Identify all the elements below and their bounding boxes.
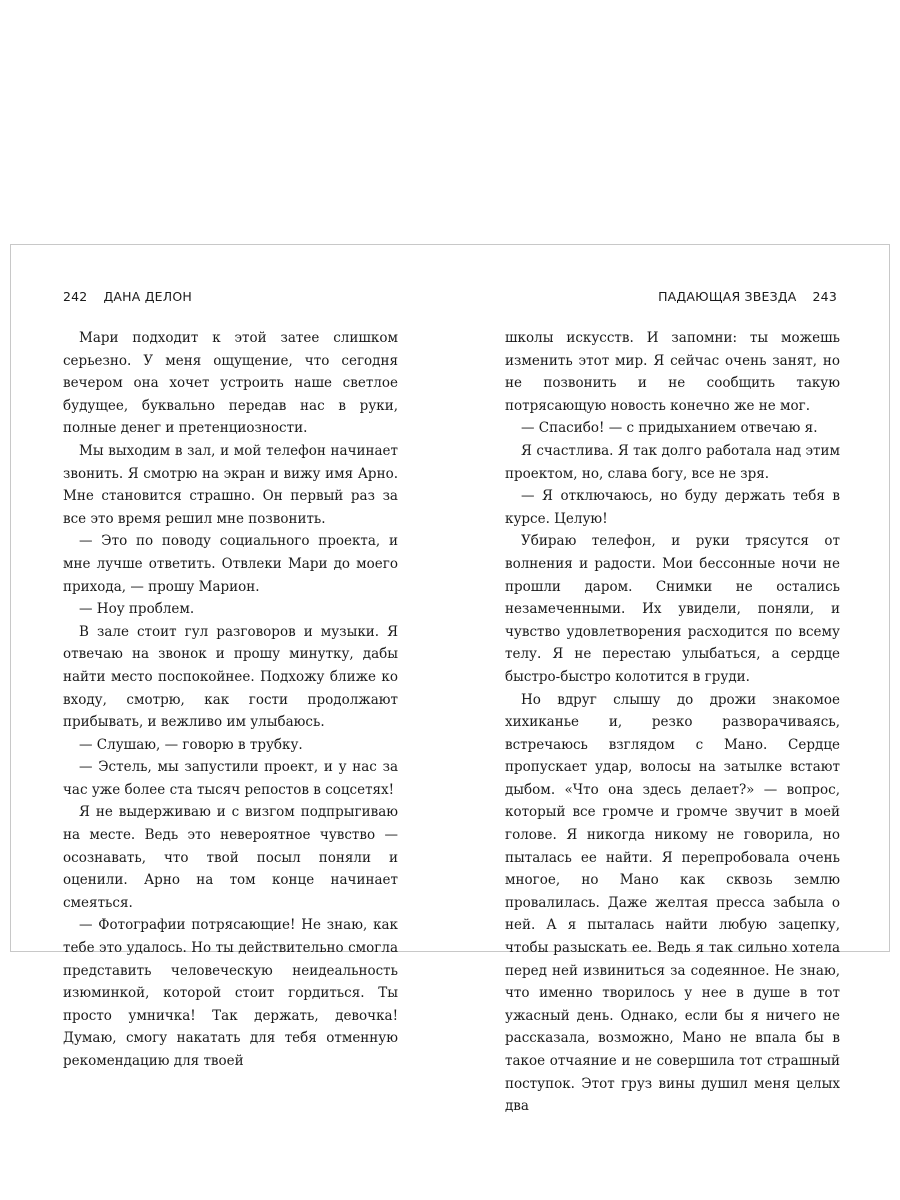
right-page-text xyxy=(505,327,840,1118)
left-running-head xyxy=(63,289,192,304)
paragraph: — Эстель, мы запустили проект, и у нас за час уже более ста тысяч репостов в соцсетях! xyxy=(63,759,398,798)
paragraph: — Спасибо! — с придыханием отвечаю я. xyxy=(521,420,818,437)
paragraph: — Слушаю, — говорю в трубку. xyxy=(79,736,303,753)
paragraph: Мы выходим в зал, и мой телефон начинает звонить. Я смотрю на экран и вижу имя Арно. Мне становится страшно. Он первый раз за все это время решил мне позвонить. xyxy=(63,442,398,527)
paragraph: Но вдруг слышу до дрожи знакомое хихиканье и, резко разворачиваясь, встречаюсь взглядом с Мано. Сердце пропускает удар, волосы на затылке встают дыбом. «Что она здесь делает?» — вопрос, который все громче и громче звучит в моей голове. Я никогда никому не говорила, но пыталась ее найти. Я перепробовала очень многое, но Мано как сквозь землю провалилась. Даже желтая пресса забыла о ней. А я пыталась найти любую зацепку, чтобы разыскать ее. Ведь я так сильно хотела перед ней извиниться за содеянное. Не знаю, что именно творилось у нее в душе в тот ужасный день. Однако, если бы я ничего не рассказала, возможно, Мано не впала бы в такое отчаяние и не совершила тот страшный поступок. Этот груз вины душил меня целых два xyxy=(505,691,840,1115)
paragraph: Я не выдерживаю и с визгом подпрыгиваю на месте. Ведь это невероятное чувство — осознавать, что твой посыл поняли и оценили. Арно на том конце начинает смеяться. xyxy=(63,804,398,911)
right-running-head xyxy=(658,289,837,304)
right-page-number: 243 xyxy=(812,289,837,304)
left-page-number: 242 xyxy=(63,289,88,304)
paragraph: — Ноу проблем. xyxy=(79,601,195,618)
paragraph: Убираю телефон, и руки трясутся от волнения и радости. Мои бессонные ночи не прошли даром. Снимки не остались незамеченными. Их увидели, поняли, и чувство удовлетворения расходится по всему телу. Я не перестаю улыбаться, а сердце быстро-быстро колотится в груди. xyxy=(505,533,840,685)
left-running-title: ДАНА ДЕЛОН xyxy=(103,289,193,304)
paragraph: — Это по поводу социального проекта, и мне лучше ответить. Отвлеки Мари до моего прихода, — прошу Марион. xyxy=(63,533,398,595)
right-running-title: ПАДАЮЩАЯ ЗВЕЗДА xyxy=(658,289,797,304)
left-page-text xyxy=(63,327,398,1073)
paragraph: Мари подходит к этой затее слишком серьезно. У меня ощущение, что сегодня вечером она хочет устроить наше светлое будущее, буквально передав нас в руки, полные денег и претенциозности. xyxy=(63,330,398,437)
paragraph: Я счастлива. Я так долго работала над этим проектом, но, слава богу, все не зря. xyxy=(505,442,840,482)
book-spread xyxy=(10,244,890,1115)
paragraph-continuation: школы искусств. И запомни: ты можешь изменить этот мир. Я сейчас очень занят, но не позвонить и не сообщить такую потрясающую новость конечно же не мог. xyxy=(505,330,840,414)
paragraph: — Фотографии потрясающие! Не знаю, как тебе это удалось. Но ты действительно смогла представить человеческую неидеальность изюминкой, которой стоит гордиться. Ты просто умничка! Так держать, девочка! Думаю, смогу накатать для тебя отменную рекомендацию для твоей xyxy=(63,917,398,1069)
paragraph: В зале стоит гул разговоров и музыки. Я отвечаю на звонок и прошу минутку, дабы найти место поспокойнее. Подхожу ближе ко входу, смотрю, как гости продолжают прибывать, и вежливо им улыбаюсь. xyxy=(63,623,398,731)
paragraph: — Я отключаюсь, но буду держать тебя в курсе. Целую! xyxy=(505,488,840,527)
